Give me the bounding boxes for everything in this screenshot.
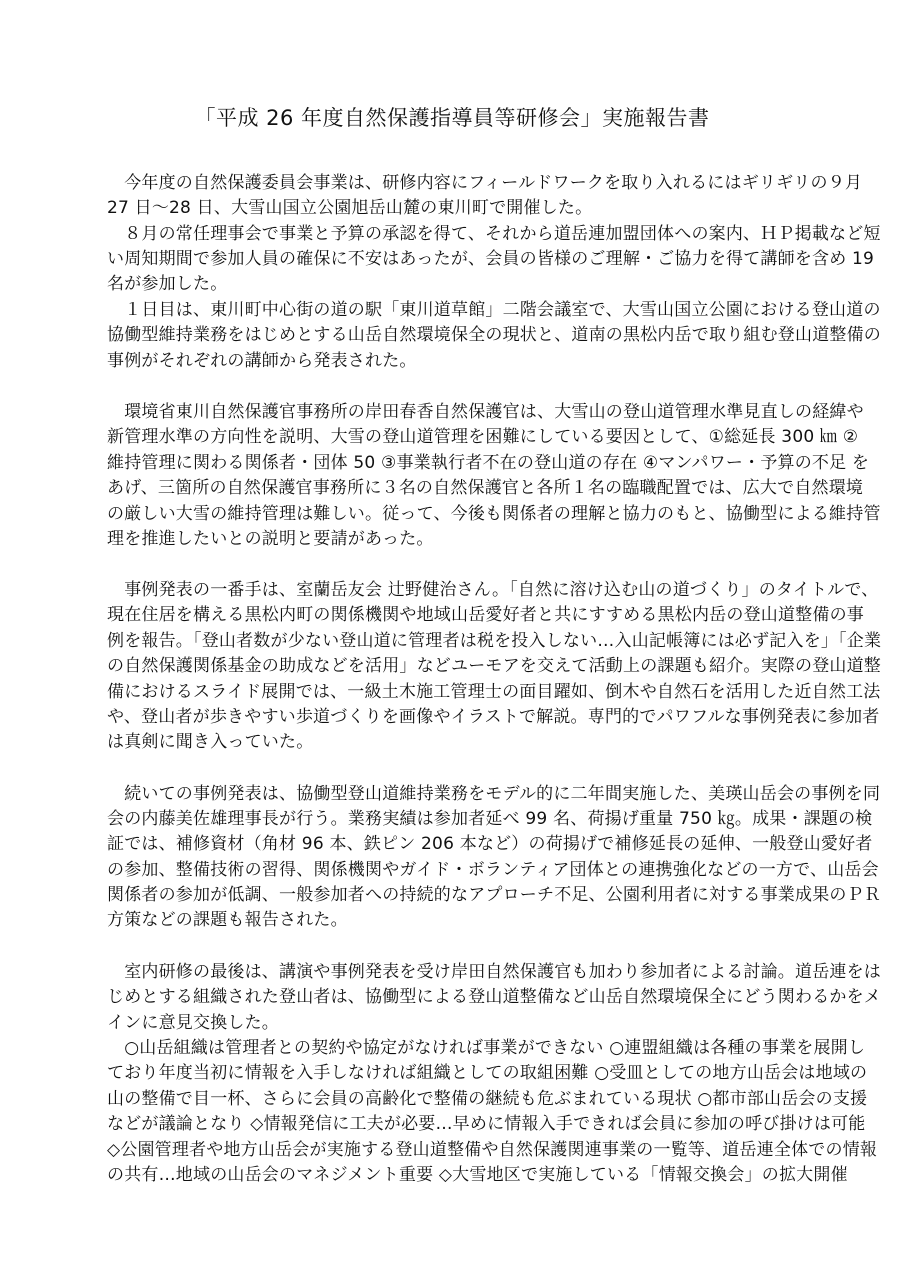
- text-line: の自然保護関係基金の助成などを活用」などユーモアを交えて活動上の課題も紹介。実際の登山道整: [107, 656, 881, 676]
- text-line: の参加、整備技術の習得、関係機関やガイド・ボランティア団体との連携強化などの一方で、山岳会: [107, 860, 879, 880]
- text-line: は真剣に聞き入っていた。: [107, 732, 314, 752]
- text-line: インに意見交換した。: [107, 1013, 279, 1033]
- text-line: 事例がそれぞれの講師から発表された。: [107, 351, 417, 371]
- text-line: や、登山者が歩きやすい歩道づくりを画像やイラストで解説。専門的でパワフルな事例発表に参加者: [107, 707, 880, 727]
- text-line: ており年度当初に情報を入手しなければ組織としての取組困難 ○受皿としての地方山岳会は地域の: [107, 1063, 868, 1083]
- document-title: 「平成 26 年度自然保護指導員等研修会」実施報告書: [194, 106, 710, 130]
- text-line: 新管理水準の方向性を説明、大雪の登山道管理を困難にしている要因として、①総延長 300 ㎞ ②: [107, 427, 859, 447]
- text-line: い周知期間で参加人員の確保に不安はあったが、会員の皆様のご理解・ご協力を得て講師を含め 19: [107, 249, 875, 269]
- text-line: の厳しい大雪の維持管理は難しい。従って、今後も関係者の理解と協力のもと、協働型による維持管: [107, 504, 881, 524]
- text-line: 理を推進したいとの説明と要請があった。: [107, 529, 434, 549]
- text-line: 現在住居を構える黒松内町の関係機関や地域山岳愛好者と共にすすめる黒松内岳の登山道整備の事: [107, 605, 864, 625]
- text-line: 維持管理に関わる関係者・団体 50 ③事業執行者不在の登山道の存在 ④マンパワー・予算の不足 を: [107, 453, 870, 473]
- text-line: ８月の常任理事会で事業と予算の承認を得て、それから道岳連加盟団体への案内、ＨＰ掲載など短: [107, 224, 881, 244]
- text-line: 27 日～28 日、大雪山国立公園旭岳山麓の東川町で開催した。: [107, 198, 593, 218]
- text-line: などが議論となり ◇情報発信に工夫が必要…早めに情報入手できれば会員に参加の呼び掛けは可能: [107, 1114, 866, 1134]
- text-line: 続いての事例発表は、協働型登山道維持業務をモデル的に二年間実施した、美瑛山岳会の事例を同: [107, 784, 881, 804]
- text-line: 会の内藤美佐雄理事長が行う。業務実績は参加者延べ 99 名、荷揚げ重量 750 ㎏。成果・課題の検: [107, 809, 873, 829]
- text-line: ◇公園管理者や地方山岳会が実施する登山道整備や自然保護関連事業の一覧等、道岳連全体での情報: [107, 1140, 878, 1160]
- text-line: 備におけるスライド展開では、一級土木施工管理士の面目躍如、倒木や自然石を活用した近自然工法: [107, 682, 881, 702]
- text-line: ○山岳組織は管理者との契約や協定がなければ事業ができない ○連盟組織は各種の事業を展開し: [107, 1038, 866, 1058]
- text-line: 今年度の自然保護委員会事業は、研修内容にフィールドワークを取り入れるにはギリギリの９月: [107, 173, 863, 193]
- text-line: あげ、三箇所の自然保護官事務所に３名の自然保護官と各所１名の臨職配置では、広大で自然環境: [107, 478, 864, 498]
- text-line: 協働型維持業務をはじめとする山岳自然環境保全の現状と、道南の黒松内岳で取り組む登山道整備の: [107, 325, 881, 345]
- text-line: 例を報告。「登山者数が少ない登山道に管理者は税を投入しない…入山記帳簿には必ず記入を」「企業: [107, 631, 882, 651]
- text-line: 方策などの課題も報告された。: [107, 910, 348, 930]
- text-line: 証では、補修資材（角材 96 本、鉄ピン 206 本など）の荷揚げで補修延長の延伸、一般登山愛好者: [107, 834, 873, 854]
- text-line: 名が参加した。: [107, 274, 228, 294]
- text-line: １日目は、東川町中心街の道の駅「東川道草館」二階会議室で、大雪山国立公園における登山道の: [107, 300, 881, 320]
- text-line: 山の整備で目一杯、さらに会員の高齢化で整備の継続も危ぶまれている現状 ○都市部山岳会の支援: [107, 1089, 868, 1109]
- text-line: 室内研修の最後は、講演や事例発表を受け岸田自然保護官も加わり参加者による討論。道岳連をは: [107, 962, 881, 982]
- text-line: の共有…地域の山岳会のマネジメント重要 ◇大雪地区で実施している「情報交換会」の拡大開催: [107, 1165, 848, 1185]
- text-line: じめとする組織された登山者は、協働型による登山道整備など山岳自然環境保全にどう関わるかをメ: [107, 987, 881, 1007]
- text-line: 関係者の参加が低調、一般参加者への持続的なアプローチ不足、公園利用者に対する事業成果のＰＲ: [107, 885, 881, 905]
- text-line: 事例発表の一番手は、室蘭岳友会 辻野健治さん。「自然に溶け込む山の道づくり」のタイトルで、: [107, 580, 879, 600]
- text-line: 環境省東川自然保護官事務所の岸田春香自然保護官は、大雪山の登山道管理水準見直しの経緯や: [107, 402, 864, 422]
